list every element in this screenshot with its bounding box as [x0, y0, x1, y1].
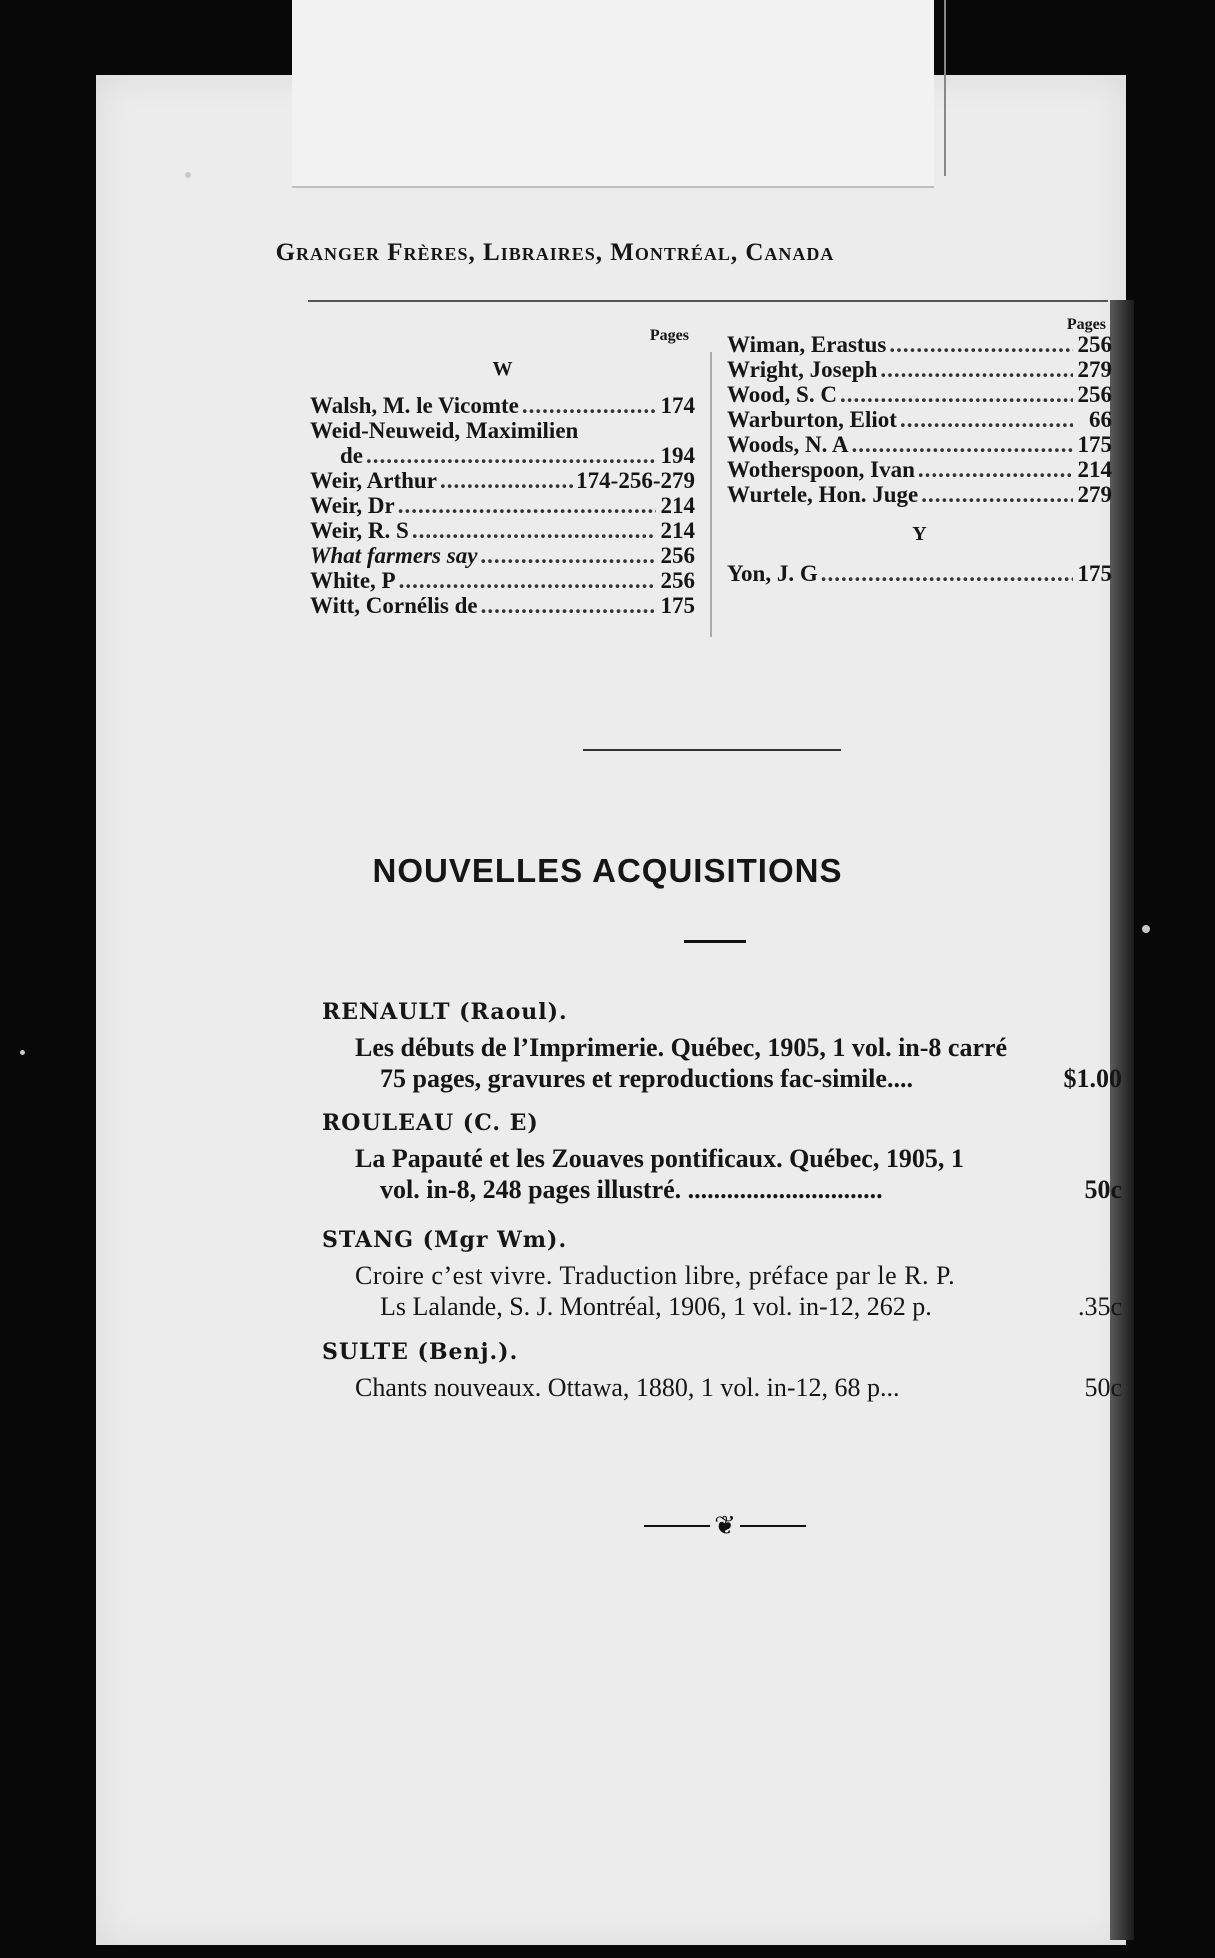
index-entry: [310, 393, 695, 418]
acquisition-entry: [322, 1108, 1122, 1205]
leader-dots: [398, 493, 656, 518]
section-rule: [583, 749, 841, 751]
acquisition-description: Les débuts de l’Imprimerie. Québec, 1905, 1 vol. in-8 carré: [355, 1033, 1008, 1062]
leader-dots: [366, 443, 656, 468]
index-entry-name: Wright, Joseph: [727, 357, 878, 382]
index-entry-name: Weir, R. S: [310, 518, 409, 543]
leader-dots: [880, 357, 1073, 382]
acquisition-entry: [322, 1225, 1122, 1322]
index-entry-name: Weir, Arthur: [310, 468, 437, 493]
leader-dots: [900, 407, 1073, 432]
acquisition-description: Croire c’est vivre. Traduction libre, préface par le R. P.: [355, 1261, 956, 1290]
acquisition-description: Ls Lalande, S. J. Montréal, 1906, 1 vol. in-12, 262 p. .35c: [380, 1292, 1122, 1321]
acquisition-description: Chants nouveaux. Ottawa, 1880, 1 vol. in-12, 68 p... 50c: [355, 1373, 1122, 1402]
index-entry: [310, 543, 695, 568]
paper-tab: [292, 0, 934, 188]
index-entry: [727, 482, 1112, 507]
index-entry: [727, 432, 1112, 457]
index-entry-name: Wotherspoon, Ivan: [727, 457, 915, 482]
index-entry-page: 214: [1077, 457, 1112, 482]
acquisition-description: 75 pages, gravures et reproductions fac-simile.... $1.00: [380, 1064, 1122, 1093]
index-entry: [310, 443, 695, 468]
index-entry: [727, 332, 1112, 357]
index-entry-page: 174: [660, 393, 695, 418]
index-entry: [310, 518, 695, 543]
pages-label: Pages: [1066, 316, 1106, 333]
paper-speck: [185, 172, 191, 178]
index-entry-name: Walsh, M. le Vicomte: [310, 393, 519, 418]
index-entry: [727, 357, 1112, 382]
index-entry-name: Wiman, Erastus: [727, 332, 887, 357]
leader-dots: [480, 543, 656, 568]
index-entry-name: Wurtele, Hon. Juge: [727, 482, 919, 507]
leader-dots: [918, 457, 1073, 482]
index-column-right: [727, 312, 1112, 586]
index-entry-page: 175: [1077, 561, 1112, 586]
index-entry: [310, 418, 695, 443]
index-entry-page: 256: [1077, 332, 1112, 357]
index-entry-page: 174-256-279: [576, 468, 695, 493]
index-entry-name: Witt, Cornélis de: [310, 593, 478, 618]
index-entry-page: 214: [660, 493, 695, 518]
acquisition-entry: [322, 997, 1122, 1094]
leader-dots: [889, 332, 1073, 357]
index-entry-page: 279: [1077, 482, 1112, 507]
index-entry-name: What farmers say: [310, 543, 478, 568]
acquisition-author: SULTE (Benj.).: [322, 1339, 519, 1365]
acquisition-author: ROULEAU (C. E): [322, 1110, 539, 1136]
index-entry-page: 66: [1089, 407, 1112, 432]
index-entry-name: Yon, J. G: [727, 561, 818, 586]
index-entry: [310, 468, 695, 493]
index-entry-page: 256: [1077, 382, 1112, 407]
paper-speck: [1142, 925, 1150, 933]
index-entry-name: Warburton, Eliot: [727, 407, 897, 432]
acquisition-price: $1.00: [1063, 1064, 1122, 1093]
index-entry: [727, 382, 1112, 407]
index-entries-right: [727, 332, 1112, 507]
acquisition-description: vol. in-8, 248 pages illustré. .............................. 50c: [380, 1175, 1122, 1204]
closing-ornament: [614, 1511, 836, 1541]
leader-dots: [481, 593, 656, 618]
acquisition-price: 50c: [1084, 1175, 1122, 1204]
acquisition-entry: [322, 1337, 1122, 1403]
leader-dots: [399, 568, 656, 593]
acquisition-description: La Papauté et les Zouaves pontificaux. Québec, 1905, 1: [355, 1144, 964, 1173]
index-entry: [310, 493, 695, 518]
header-rule: [308, 300, 1108, 302]
leader-dots: [522, 393, 656, 418]
acquisition-price: 50c: [1084, 1373, 1122, 1402]
section-letter-w: W: [492, 358, 513, 380]
index-entry-name: de: [340, 443, 363, 468]
title-underline: [684, 940, 746, 943]
fleuron-icon: ❦: [714, 1511, 736, 1540]
leader-dots: [921, 482, 1073, 507]
index-entry-name: Weid-Neuweid, Maximilien: [310, 418, 579, 443]
paper-speck: [20, 1050, 25, 1055]
index-entry-name: Woods, N. A: [727, 432, 849, 457]
index-entries-left: [310, 393, 695, 618]
index-entry-name: White, P: [310, 568, 396, 593]
section-letter-y: Y: [912, 523, 927, 545]
index-entries-y: [727, 561, 1112, 586]
index-entry-page: 256: [660, 568, 695, 593]
index-entry: [310, 593, 695, 618]
index-entry-name: Weir, Dr: [310, 493, 395, 518]
index-entry-page: 214: [660, 518, 695, 543]
column-divider: [710, 352, 712, 637]
index-entry: [727, 457, 1112, 482]
leader-dots: [840, 382, 1073, 407]
acquisition-price: .35c: [1077, 1292, 1122, 1321]
index-entry-page: 256: [660, 543, 695, 568]
index-entry-page: 175: [660, 593, 695, 618]
index-column-left: [310, 323, 695, 618]
index-entry: [727, 561, 1112, 586]
pages-label: Pages: [649, 327, 689, 344]
section-title: NOUVELLES ACQUISITIONS: [372, 852, 843, 889]
index-entry-page: 175: [1077, 432, 1112, 457]
leader-dots: [821, 561, 1073, 586]
leader-dots: [851, 432, 1073, 457]
index-entry: [727, 407, 1112, 432]
leader-dots: [440, 468, 573, 493]
acquisition-author: RENAULT (Raoul).: [322, 999, 568, 1025]
leader-dots: [412, 518, 656, 543]
index-entry-page: 194: [660, 443, 695, 468]
index-entry-page: 279: [1077, 357, 1112, 382]
acquisition-author: STANG (Mgr Wm).: [322, 1227, 568, 1253]
index-entry-name: Wood, S. C: [727, 382, 837, 407]
publisher-header: Granger Frères, Libraires, Montréal, Canada: [275, 239, 835, 266]
index-entry: [310, 568, 695, 593]
